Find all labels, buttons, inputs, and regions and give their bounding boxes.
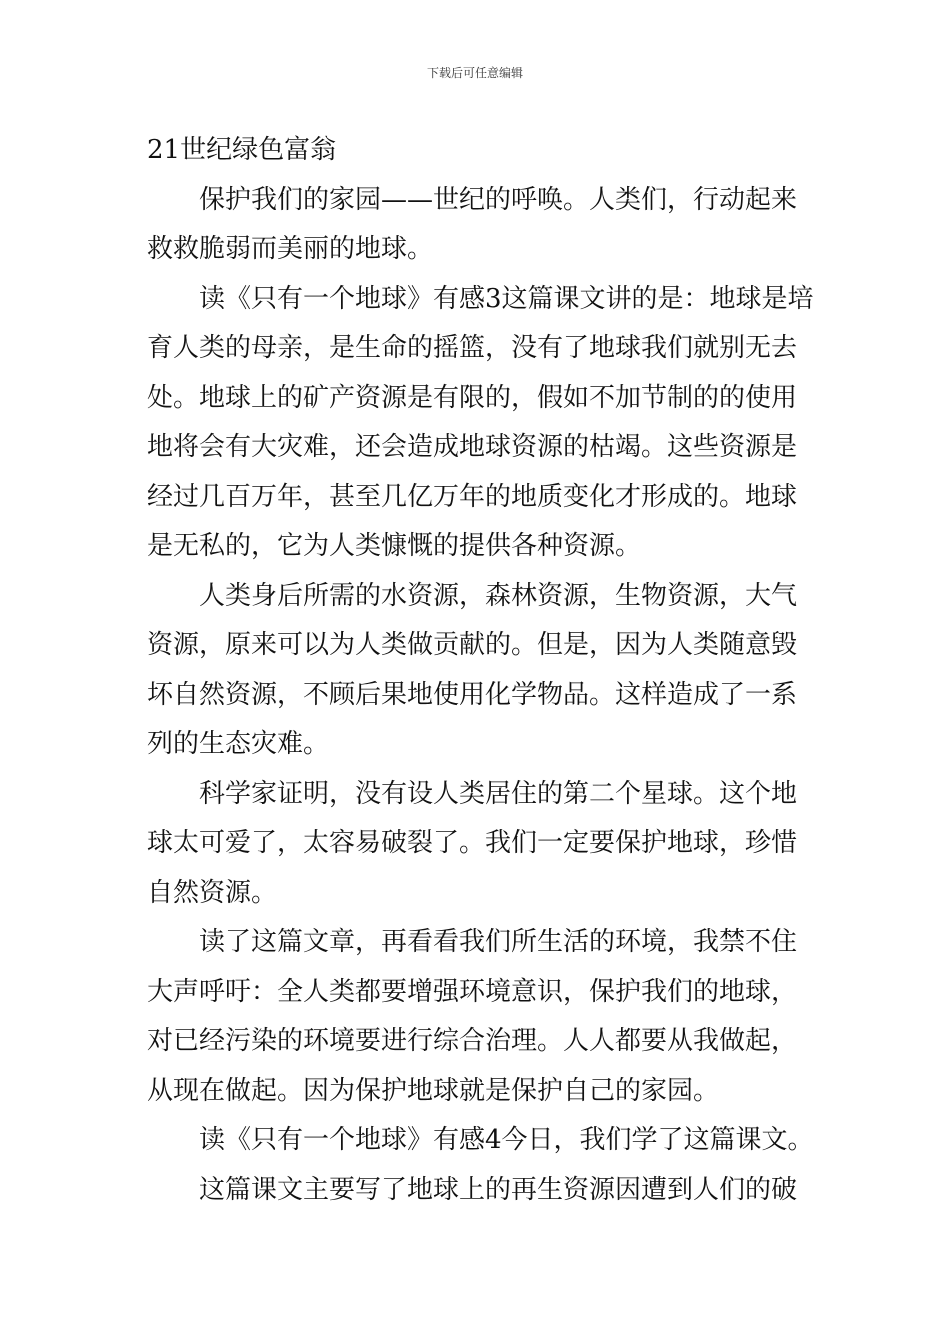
- paragraph-line: 人类身后所需的水资源，森林资源，生物资源，大气: [199, 580, 798, 611]
- paragraph-line: 救救脆弱而美丽的地球。: [147, 234, 434, 264]
- paragraph-line: 读《只有一个地球》有感4今日，我们学了这篇课文。: [199, 1125, 814, 1155]
- paragraph-line: 处。地球上的矿产资源是有限的，假如不加节制的的使用: [147, 382, 798, 413]
- paragraph-line: 大声呼吁：全人类都要增强环境意识，保护我们的地球，: [147, 976, 798, 1007]
- paragraph-line: 这篇课文主要写了地球上的再生资源因遭到人们的破: [199, 1174, 798, 1205]
- paragraph-line: 资源，原来可以为人类做贡献的。但是，因为人类随意毁: [147, 630, 798, 660]
- paragraph-line: 球太可爱了，太容易破裂了。我们一定要保护地球，珍惜: [147, 828, 798, 858]
- paragraph-line: 地将会有大灾难，还会造成地球资源的枯竭。这些资源是: [147, 432, 798, 462]
- paragraph-line: 自然资源。: [147, 877, 278, 908]
- document-body: [147, 126, 814, 1215]
- paragraph-line: 保护我们的家园——世纪的呼唤。人类们，行动起来: [199, 184, 798, 215]
- paragraph-line: 读《只有一个地球》有感3这篇课文讲的是：地球是培: [199, 283, 814, 314]
- paragraph-line: 科学家证明，没有设人类居住的第二个星球。这个地: [199, 778, 798, 809]
- paragraph-line: 是无私的，它为人类慷慨的提供各种资源。: [147, 531, 642, 561]
- paragraph-line: 列的生态灾难。: [147, 729, 330, 759]
- paragraph-line: 从现在做起。因为保护地球就是保护自己的家园。: [147, 1075, 720, 1106]
- paragraph-line: 对已经污染的环境要进行综合治理。人人都要从我做起，: [147, 1026, 798, 1056]
- paragraph-line: 育人类的母亲，是生命的摇篮，没有了地球我们就别无去: [147, 333, 798, 363]
- paragraph-line: 坏自然资源，不顾后果地使用化学物品。这样造成了一系: [147, 679, 798, 710]
- paragraph-line: 读了这篇文章，再看看我们所生活的环境，我禁不住: [199, 927, 798, 957]
- page-header-note: 下载后可任意编辑: [426, 66, 523, 80]
- paragraph-line: 经过几百万年，甚至几亿万年的地质变化才形成的。地球: [147, 481, 798, 512]
- document-title-line: 21世纪绿色富翁: [147, 135, 337, 165]
